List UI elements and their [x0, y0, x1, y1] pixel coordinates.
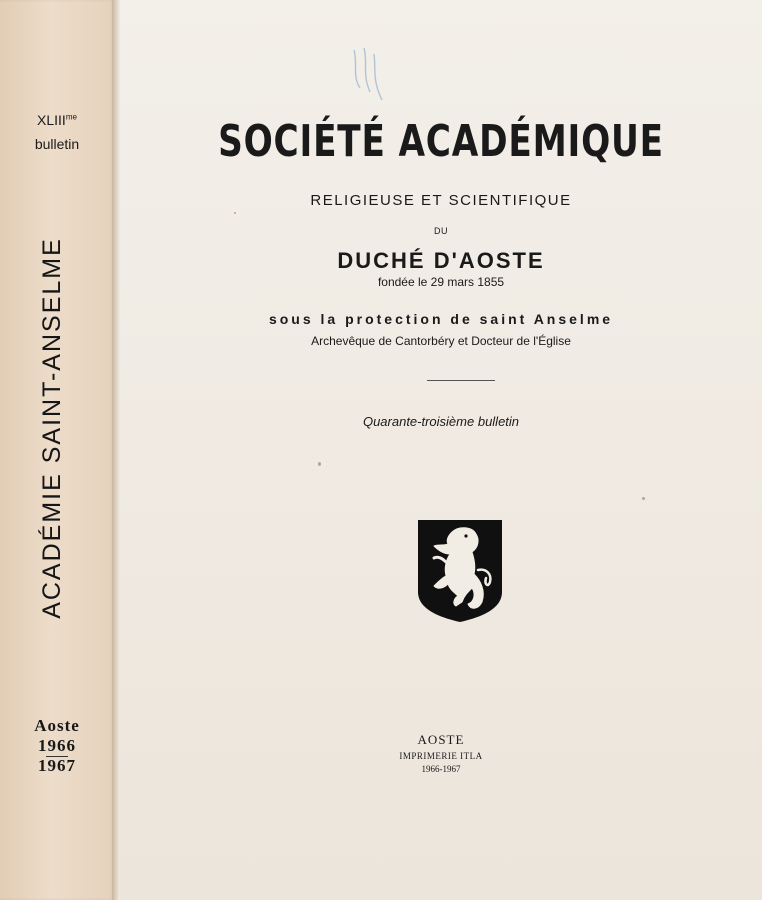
spine-volume-roman: XLIII — [37, 112, 66, 128]
lion-coat-of-arms-icon — [416, 518, 504, 624]
cover-subtitle: RELIGIEUSE ET SCIENTIFIQUE — [310, 192, 572, 209]
spine-volume-label: bulletin — [34, 136, 80, 152]
cover-duchy: DUCHÉ D'AOSTE — [337, 248, 545, 273]
cover-years: 1966-1967 — [421, 764, 461, 774]
cover-founded-date: fondée le 29 mars 1855 — [377, 275, 505, 289]
paper-speck — [642, 497, 645, 500]
cover-du: DU — [434, 226, 448, 236]
cover-place: AOSTE — [417, 732, 465, 747]
paper-speck — [318, 462, 321, 466]
faded-stamp-mark — [348, 44, 388, 106]
paper-speck — [234, 212, 236, 214]
spine-place: Aoste — [34, 716, 80, 735]
cover-divider — [427, 380, 495, 381]
cover-title: SOCIÉTÉ ACADÉMIQUE — [218, 116, 664, 167]
spine-year-end: 1967 — [38, 756, 76, 775]
spine-title: ACADÉMIE SAINT-ANSELME — [38, 237, 66, 619]
cover-bulletin: Quarante-troisième bulletin — [362, 414, 520, 429]
spine-volume-number — [0, 112, 114, 128]
cover-printer: IMPRIMERIE ITLA — [399, 751, 483, 761]
cover-protection: sous la protection de saint Anselme — [268, 311, 614, 327]
spine-year-start: 1966 — [38, 736, 76, 755]
cover-archbishop: Archevêque de Cantorbéry et Docteur de l'Église — [311, 334, 571, 348]
spine-volume-suffix: me — [65, 112, 77, 122]
